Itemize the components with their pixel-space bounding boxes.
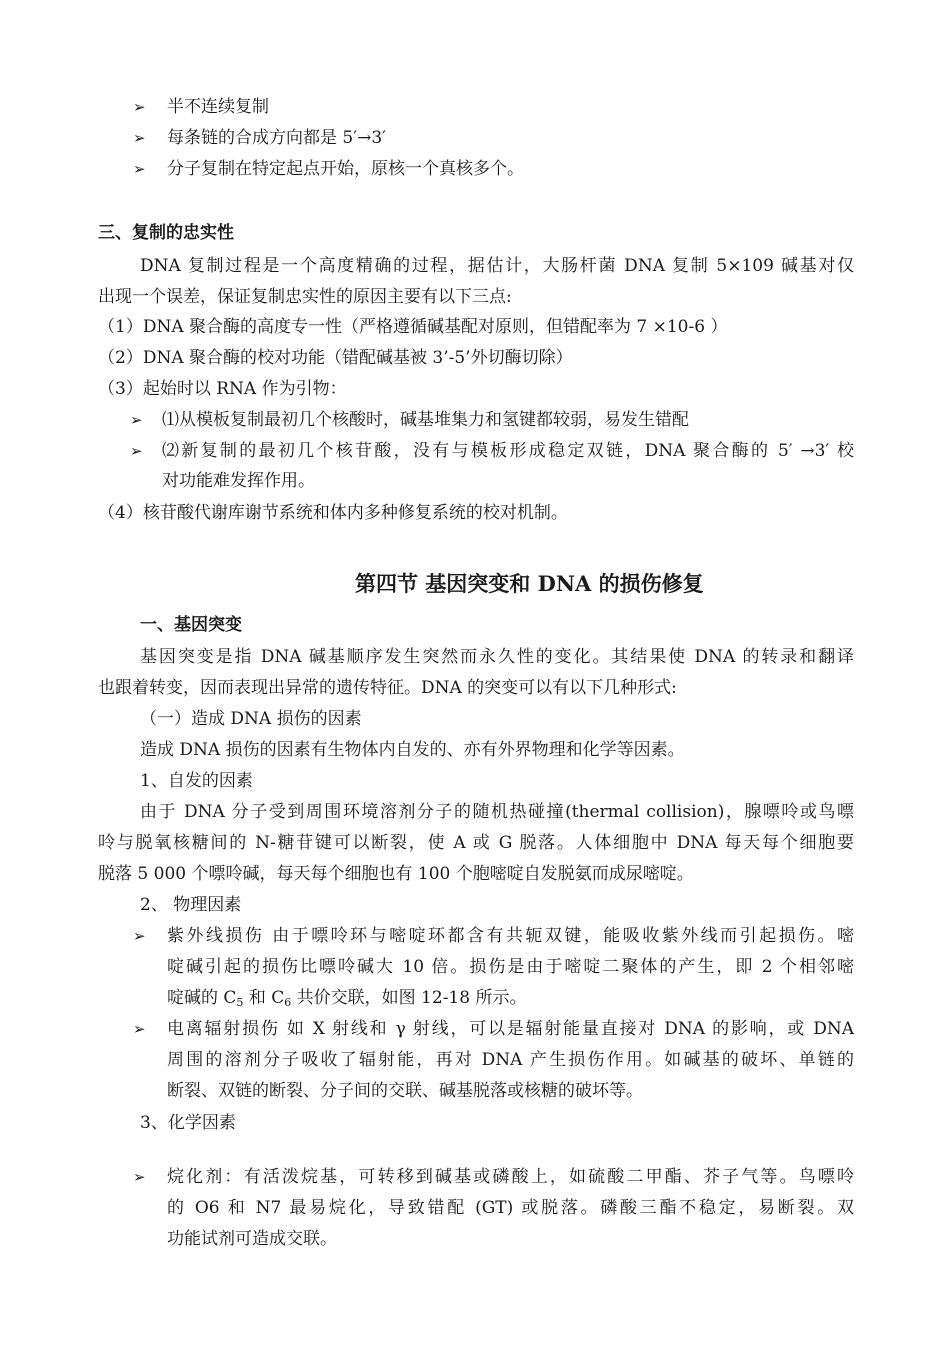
subsection-heading: 1、自发的因素 — [140, 771, 253, 791]
bullet-marker: ➢ — [133, 1168, 146, 1186]
paragraph-line: 基因突变是指 DNA 碱基顺序发生突然而永久性的变化。其结果使 DNA 的转录和翻译 — [140, 647, 854, 667]
paragraph-line: 由于 DNA 分子受到周围环境溶剂分子的随机热碰撞(thermal collision)，腺嘌呤或鸟嘌 — [140, 802, 854, 822]
bullet-text: 电离辐射损伤 如 X 射线和 γ 射线，可以是辐射能量直接对 DNA 的影响，或 DNA — [167, 1019, 854, 1039]
sub-item-continued: 对功能难发挥作用。 — [162, 471, 315, 491]
bullet-text: 啶碱引起的损伤比嘌呤碱大 10 倍。损伤是由于嘧啶二聚体的产生，即 2 个相邻嘧 — [167, 957, 854, 977]
sub-item: ⑴从模板复制最初几个核酸时，碱基堆集力和氢键都较弱，易发生错配 — [162, 410, 689, 430]
paragraph-line: DNA 复制过程是一个高度精确的过程，据估计，大肠杆菌 DNA 复制 5×109 碱基对仅 — [140, 256, 854, 276]
subsection-heading: 2、 物理因素 — [140, 895, 242, 915]
bullet-marker: ➢ — [133, 98, 146, 116]
bullet-text: 紫外线损伤 由于嘌呤环与嘧啶环都含有共轭双键，能吸收紫外线而引起损伤。嘧 — [167, 926, 854, 946]
subscript: 6 — [284, 996, 292, 1009]
list-item: （2）DNA 聚合酶的校对功能（错配碱基被 3’-5’外切酶切除） — [98, 348, 573, 368]
bullet-marker: ➢ — [133, 129, 146, 147]
bullet-marker: ➢ — [133, 160, 146, 178]
bullet-text: 分子复制在特定起点开始，原核一个真核多个。 — [167, 159, 524, 179]
bullet-marker: ➢ — [133, 1020, 146, 1038]
paragraph-line: 出现一个误差，保证复制忠实性的原因主要有以下三点: — [98, 287, 512, 307]
paragraph-line: 脱落 5 000 个嘌呤碱，每天每个细胞也有 100 个胞嘧啶自发脱氨而成尿嘧啶。 — [98, 864, 694, 884]
bullet-text: 烷化剂：有活泼烷基，可转移到碱基或磷酸上，如硫酸二甲酯、芥子气等。鸟嘌呤 — [167, 1167, 854, 1187]
bullet-text: 周围的溶剂分子吸收了辐射能，再对 DNA 产生损伤作用。如碱基的破坏、单链的 — [167, 1050, 854, 1070]
bullet-text: 的 O6 和 N7 最易烷化，导致错配 (GT) 或脱落。磷酸三酯不稳定，易断裂。双 — [167, 1198, 854, 1218]
bullet-text: 啶碱的 $C_5$ 和 $C_6$ 共价交联，如图 12-18 所示。 — [167, 988, 527, 1009]
bullet-text: 断裂、双链的断裂、分子间的交联、碱基脱落或核糖的破坏等。 — [167, 1081, 643, 1101]
bullet-text: 功能试剂可造成交联。 — [167, 1229, 337, 1249]
subsection-heading: 3、化学因素 — [140, 1113, 236, 1133]
sub-item: ⑵新复制的最初几个核苷酸，没有与模板形成稳定双链，DNA 聚合酶的 5′ →3′ 校 — [162, 441, 854, 461]
subscript: 5 — [236, 996, 244, 1009]
paragraph-line: 造成 DNA 损伤的因素有生物体内自发的、亦有外界物理和化学等因素。 — [140, 740, 685, 760]
bullet-marker: ➢ — [133, 927, 146, 945]
list-item: （1）DNA 聚合酶的高度专一性（严格遵循碱基配对原则，但错配率为 7 ×10-6 ） — [98, 317, 728, 337]
bullet-text: 每条链的合成方向都是 5′→3′ — [167, 128, 386, 148]
section-title: 第四节 基因突变和 DNA 的损伤修复 — [355, 571, 704, 596]
paragraph-line: 也跟着转变，因而表现出异常的遗传特征。DNA 的突变可以有以下几种形式: — [98, 678, 677, 698]
paragraph-line: 呤与脱氧核糖间的 N-糖苷键可以断裂，使 A 或 G 脱落。人体细胞中 DNA 每天每个细胞要 — [98, 833, 854, 853]
subsection-heading: 一、基因突变 — [140, 615, 242, 635]
section-heading: 三、复制的忠实性 — [98, 223, 234, 243]
bullet-marker: ➢ — [130, 411, 143, 429]
list-item: （4）核苷酸代谢库谢节系统和体内多种修复系统的校对机制。 — [98, 503, 568, 523]
bullet-marker: ➢ — [130, 442, 143, 460]
list-item: （3）起始时以 RNA 作为引物： — [98, 379, 347, 399]
subsection-heading: （一）造成 DNA 损伤的因素 — [140, 709, 362, 729]
bullet-text: 半不连续复制 — [167, 97, 269, 117]
